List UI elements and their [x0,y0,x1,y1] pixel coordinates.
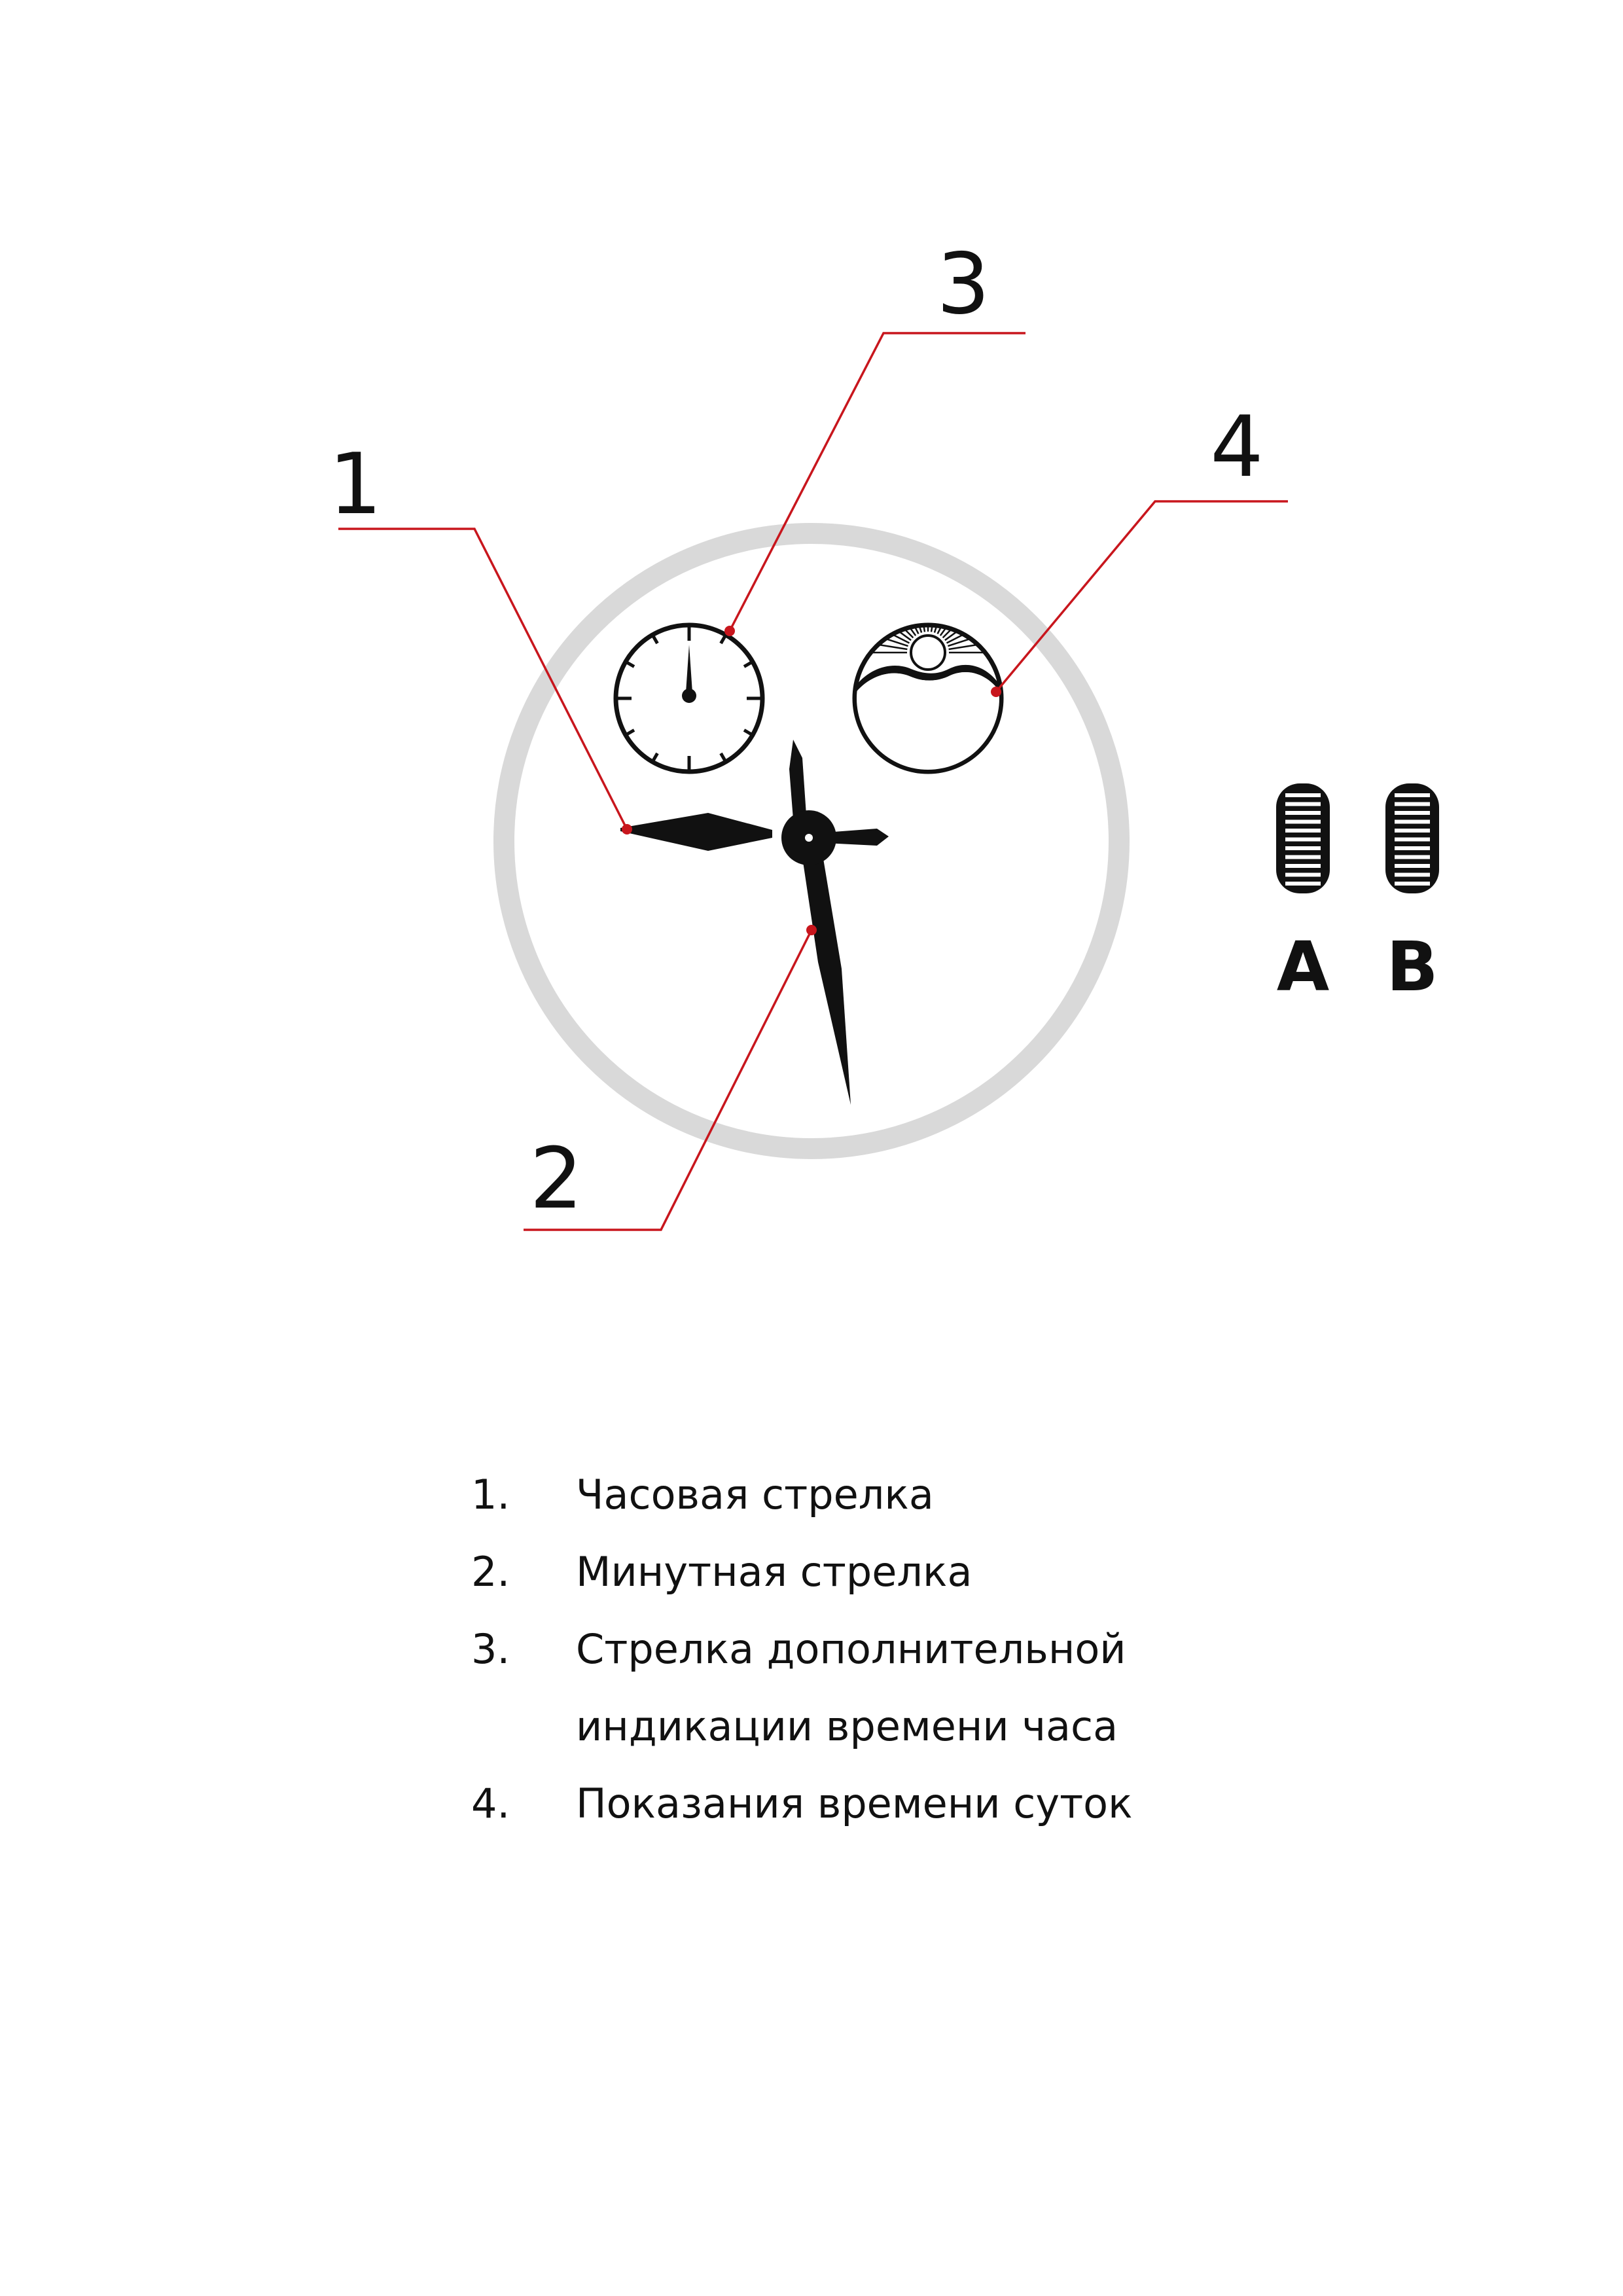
subdial-hour-indicator [616,625,762,772]
legend-number: 1. [471,1471,510,1518]
callout-number-2: 2 [529,1130,583,1228]
legend-number: 2. [471,1548,510,1596]
legend-list [471,1456,1387,1842]
minute-hand-tail [789,740,806,819]
legend-item [471,1611,1387,1765]
legend-number: 3. [471,1625,510,1673]
legend-text: Минутная стрелка [576,1548,972,1596]
callout-number-4: 4 [1210,399,1264,496]
button-b-label: B [1386,927,1438,1007]
callout-line-1 [338,529,627,829]
callout-number-3: 3 [936,236,990,333]
sun-icon [911,636,945,670]
callout-dot-3 [724,626,735,636]
legend-item [471,1765,1387,1842]
legend-text: Часовая стрелка [576,1471,934,1518]
legend-text: Показания времени суток [576,1780,1133,1827]
minute-hand [802,851,851,1105]
legend-number: 4. [471,1780,510,1827]
button-a-label: A [1276,927,1330,1007]
button-b [1385,783,1439,1007]
callout-dot-2 [806,925,817,935]
callout-line-4 [996,501,1288,692]
callout-dot-1 [622,824,632,834]
subdial-day-night [855,581,1001,785]
button-a [1276,783,1330,1007]
callout-number-1: 1 [329,436,382,533]
legend-text: Стрелка дополнительной индикации времени часа [576,1625,1126,1750]
legend-item [471,1534,1387,1611]
callout-dot-4 [991,687,1001,697]
legend-item [471,1456,1387,1534]
hour-hand [620,813,772,851]
